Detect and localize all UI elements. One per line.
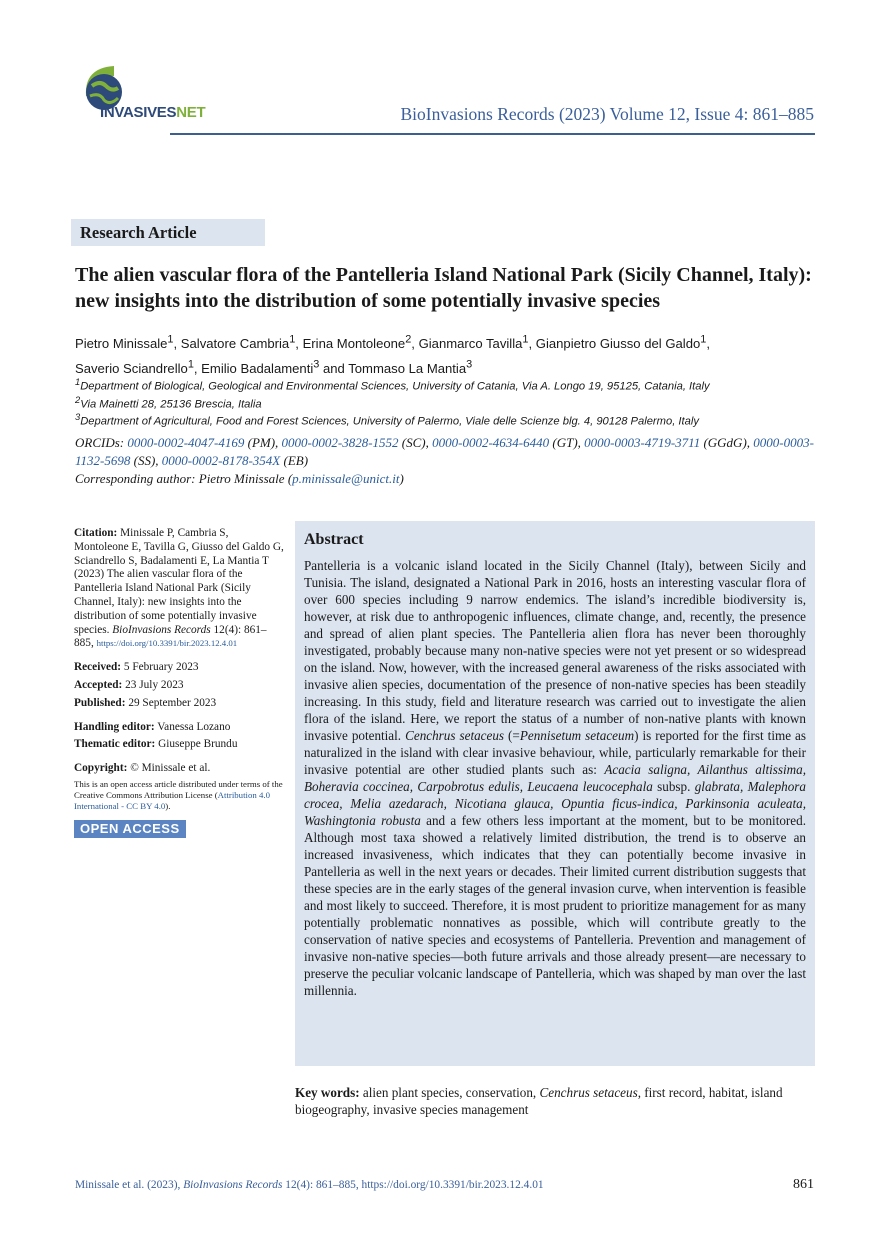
abstract-heading: Abstract xyxy=(304,531,364,548)
author-list xyxy=(75,330,820,379)
abstract-text: Pantelleria is a volcanic island located in the Sicily Channel (Italy), between Sicily and Tunisia. The island, designated a National Park in 2016, hosts an interesting vascular flora of over 600 species including 9 narrow endemics. The island’s incredible biodiversity is, however, at risk due to anthropogenic influences, climate change, and, recently, the presence and spread of alien plant species. The Pantelleria alien flora has never been thoroughly investigated, probably because many non-native species were not yet present or so widespread on the island. Now, however, with the increased general awareness of the risks associated with invasive alien species, documentation of the presence of non-native species has been steadily increasing. In this study, field and literature research was carried out to investigate the alien flora of the island. Here, we report the status of a number of non-native plants with known invasive potential. Cenchrus setaceus (=Pennisetum setaceum) is reported for the first time as naturalized in the island with clear invasive behaviour, while, particularly remarkable for their invasive potential are other studied plants such as: Acacia saligna, Ailanthus altissima, Boheravia coccinea, Carpobrotus edulis, Leucaena leucocephala subsp. glabrata, Malephora crocea, Melia azedarach, Nicotiana glauca, Opuntia ficus-indica, Parkinsonia aculeata, Washingtonia robusta and a few others less important at the moment, but to be monitored. Although most taxa showed a relatively limited distribution, the trend is to observe an increased invasiveness, which indicates that they can potentially become invasive in Pantelleria as well in the next years or decades. Their limited current distribution suggests that these species are in the early stages of the general invasion curve, when intervention is feasible and most likely to succeed. Therefore, it is most prudent to prioritize management for as many potentially problematic nonnatives as possible, which will contribute greatly to the conservation of native species and ecosystems of Pantelleria. Prevention and management of invasive non-native species—both future arrivals and those already present—are necessary to preserve the peculiar volcanic landscape of Pantelleria, which was shaped by man over the last millennia. xyxy=(304,558,806,998)
affiliation: $^3$Department of Agricultural, Food and Forest Sciences, University of Palermo, Viale delle Scienze blg. 4, 90128 Palermo, Italy xyxy=(75,412,699,428)
citation-doi-link[interactable]: https://doi.org/10.3391/bir.2023.12.4.01 xyxy=(96,638,238,649)
open-access-badge: OPEN ACCESS xyxy=(74,820,186,838)
journal-header: BioInvasions Records (2023) Volume 12, Issue 4: 861–885 xyxy=(400,104,814,124)
keywords: Key words: alien plant species, conservation, Cenchrus setaceus, first record, habitat, island biogeography, invasive species management xyxy=(295,1085,783,1117)
logo-wordmark: INVASIVESNET xyxy=(100,104,206,121)
orcid-link[interactable]: 0000-0002-8178-354X xyxy=(161,453,281,468)
author: Tommaso La Mantia$^3$ xyxy=(348,358,473,376)
orcid-link[interactable]: 0000-0002-4047-4169 xyxy=(127,435,245,450)
article-type-label: Research Article xyxy=(71,219,265,246)
license-link[interactable]: Attribution 4.0 International - CC BY 4.0 xyxy=(74,789,270,811)
author: Gianmarco Tavilla$^1$, xyxy=(418,334,536,352)
affiliation: $^2$Via Mainetti 28, 25136 Brescia, Italia xyxy=(75,395,262,411)
article-title: The alien vascular flora of the Pantelleria Island National Park (Sicily Channel, Italy): new insights into the distribution of some potentially invasive species xyxy=(75,264,812,312)
corresponding-email-link[interactable]: p.minissale@unict.it xyxy=(292,471,400,486)
article-info-sidebar xyxy=(74,527,284,838)
license-note: This is an open access article distributed under terms of the Creative Commons Attribution License (Attribution 4.0 International - CC BY 4.0). xyxy=(74,778,283,811)
published-date: Published: 29 September 2023 xyxy=(74,696,217,709)
thematic-editor: Thematic editor: Giuseppe Brundu xyxy=(74,738,238,751)
orcid-link[interactable]: 0000-0003-4719-3711 xyxy=(584,435,701,450)
author: Saverio Sciandrello$^1$, xyxy=(75,358,202,376)
orcid-link[interactable]: 0000-0003-1132-5698 xyxy=(75,435,814,468)
orcid-list: ORCIDs: 0000-0002-4047-4169 (PM), 0000-0002-3828-1552 (SC), 0000-0002-4634-6440 (GT), 0000-0003-4719-3711 (GGdG), 0000-0003-1132-5698 (SS), 0000-0002-8178-354X (EB) xyxy=(75,435,814,468)
page-number: 861 xyxy=(793,1177,814,1192)
handling-editor: Handling editor: Vanessa Lozano xyxy=(74,720,231,733)
page-footer: Minissale et al. (2023), BioInvasions Records 12(4): 861–885, https://doi.org/10.3391/bir.2023.12.4.01 xyxy=(75,1179,544,1191)
received-date: Received: 5 February 2023 xyxy=(74,661,199,674)
author: Pietro Minissale$^1$, xyxy=(75,334,181,352)
copyright: Copyright: © Minissale et al. xyxy=(74,762,211,775)
accepted-date: Accepted: 23 July 2023 xyxy=(74,678,184,691)
orcid-link[interactable]: 0000-0002-3828-1552 xyxy=(281,435,399,450)
header-rule xyxy=(170,133,815,135)
author: Emilio Badalamenti$^3$ and xyxy=(201,358,349,376)
author: Erina Montoleone$^2$, xyxy=(302,334,419,352)
author: Salvatore Cambria$^1$, xyxy=(180,334,303,352)
corresponding-author: Corresponding author: Pietro Minissale (p.minissale@unict.it) xyxy=(75,471,404,486)
abstract-box xyxy=(295,521,815,1066)
author: Gianpietro Giusso del Galdo$^1$, xyxy=(535,334,710,352)
citation-block: Citation: Minissale P, Cambria S, Montoleone E, Tavilla G, Giusso del Galdo G, Sciandrello S, Badalamenti E, La Mantia T (2023) The alien vascular flora of the Pantelleria Island National Park (Sicily Channel, Italy): new insights into the distribution of some potentially invasive species. BioInvasions Records 12(4): 861–885, https://doi.org/10.3391/bir.2023.12.4.01 xyxy=(74,527,284,650)
orcid-link[interactable]: 0000-0002-4634-6440 xyxy=(432,435,550,450)
affiliation: $^1$Department of Biological, Geological and Environmental Sciences, University of Catania, Via A. Longo 19, 95125, Catania, Italy xyxy=(75,377,710,393)
